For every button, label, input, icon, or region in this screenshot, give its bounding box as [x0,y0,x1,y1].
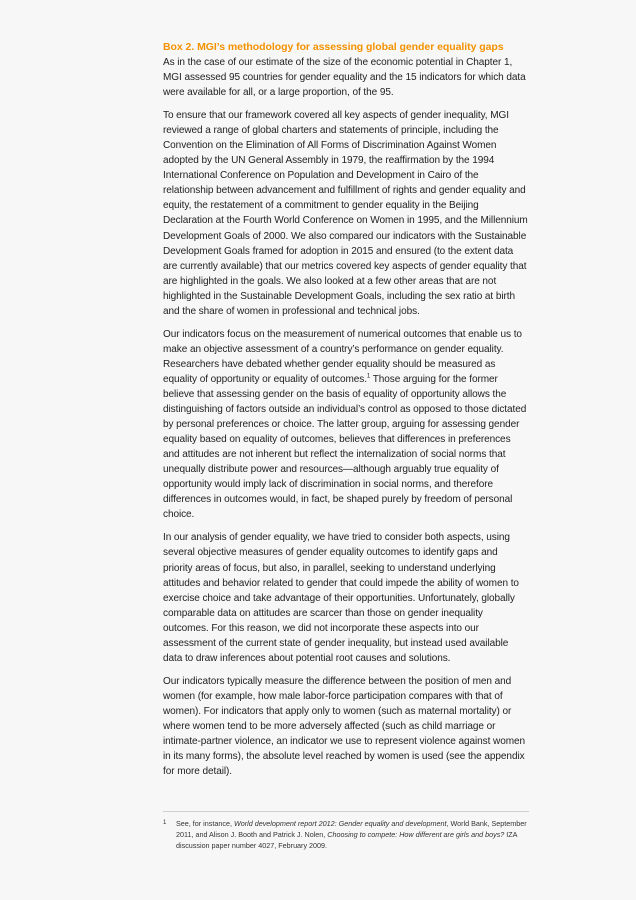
paragraph-3-text-after: Those arguing for the former believe that assessing gender on the basis of equality of opportunity allows the distinguishing of factors outside an individual’s control as opposed to those dictated by personal preferences or choice. The latter group, arguing for assessing gender equality based on equality of outcomes, believes that differences in preferences and attitudes are not inherent but reflect the internalization of social norms that unequally distribute power and resources—although arguably true equality of opportunity would imply lack of discrimination in social norms, and therefore differences in outcomes would, in fact, be shaped purely by freedom of personal choice. [163,373,527,521]
footnote-text [176,818,529,852]
footnote-citation-title-1: World development report 2012: Gender equality and development [233,819,447,828]
footnote-text-part-1: See, for instance, [176,819,234,828]
box-content [163,40,529,787]
footnote [163,818,529,852]
footnote-text-part-3: IZA discussion paper number 4027, February 2009. [176,830,518,851]
paragraph-5: Our indicators typically measure the difference between the position of men and women (for example, how male labor-force participation compares with that of women). For indicators that apply only to women (such as maternal mortality) or where women tend to be more adversely affected (such as child marriage or intimate-partner violence, an indicator we use to represent violence against women in its many forms), the absolute level reached by women is used (see the appendix for more detail). [163,675,526,778]
paragraph-3 [163,327,529,523]
footnote-text-part-2: , World Bank, September 2011, and Alison J. Booth and Patrick J. Nolen, [176,819,527,840]
paragraph-1: As in the case of our estimate of the size of the economic potential in Chapter 1, MGI assessed 95 countries for gender equality and the 15 indicators for which data were available for all, or a large proportion, of the 95. [163,57,526,99]
footnote-divider [163,811,529,812]
footnote-number: 1 [163,820,167,826]
paragraph-3-text-before: Our indicators focus on the measurement of numerical outcomes that enable us to make an objective assessment of a country’s performance on gender equality. Researchers have debated whether gender equality should be measured as equality of opportunity or equality of outcomes. [163,328,522,385]
paragraph-4: In our analysis of gender equality, we have tried to consider both aspects, using several objective measures of gender equality outcomes to identify gaps and priority areas of focus, but also, in parallel, seeking to understand underlying attitudes and behavior related to gender that could impede the ability of women to exercise choice and take advantage of their opportunities. Unfortunately, globally comparable data on attitudes are scarcer than those on gender inequality outcomes. For this reason, we did not incorporate these aspects into our assessment of the current state of gender inequality, but instead used available data to draw inferences about potential root causes and solutions. [163,532,519,664]
box-title: Box 2. MGI’s methodology for assessing global gender equality gaps [163,41,504,53]
paragraph-2: To ensure that our framework covered all key aspects of gender inequality, MGI reviewed a range of global charters and statements of principle, including the Convention on the Elimination of All Forms of Discrimination Against Women adopted by the UN General Assembly in 1979, the reaffirmation by the 1994 International Conference on Population and Development in Cairo of the relationship between advancement and fulfillment of rights and gender equality and equity, the restatement of a commitment to gender equality in the Beijing Declaration at the Fourth World Conference on Women in 1995, and the Millennium Development Goals of 2000. We also compared our indicators with the Sustainable Development Goals framed for adoption in 2015 and ensured (to the extent data are currently available) that our metrics covered key aspects of gender equality that are highlighted in the goals. We also looked at a few other areas that are not highlighted in the Sustainable Development Goals, including the sex ratio at birth and the share of women in professional and technical jobs. [163,110,528,317]
footnote-reference[interactable]: 1 [366,373,371,380]
footnote-citation-title-2: Choosing to compete: How different are girls and boys? [327,830,505,840]
